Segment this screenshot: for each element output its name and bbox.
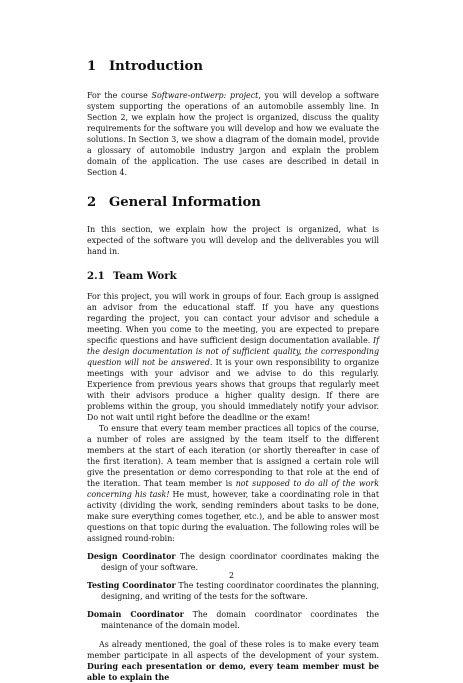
role-domain-coordinator [87, 609, 379, 631]
roles-paragraph: To ensure that every team member practices all topics of the course, a number of roles are assigned by the team itself to the different members at the start of each iteration (or shortly thereafter in case of the first iteration). A team member that is assigned a certain role will give the presentation or demo corresponding to that role at the end of the iteration. That team member is not supposed to do all of the work concerning his task! He must, however, take a coordinating role in that activity (dividing the work, sending reminders about tasks to be done, make sure everything comes together, etc.), and be able to answer most questions on that topic during the evaluation. The following roles will be assigned round-robin: [87, 424, 379, 543]
general-info-paragraph: In this section, we explain how the project is organized, what is expected of the software you will develop and the deliverables you will hand in. [87, 225, 379, 256]
emphasis-text: not supposed to do all of the work concerning his task! [87, 479, 379, 499]
section-2-heading: 2 General Information [87, 195, 261, 210]
role-name: Testing Coordinator [87, 581, 176, 590]
team-work-paragraph: For this project, you will work in groups of four. Each group is assigned an advisor from the educational staff. If you have any questions regarding the project, you can contact your advisor and schedule a meeting. When you come to the meeting, you are expected to prepare specific questions and have sufficient design documentation available. If the design documentation is not of sufficient quality, the corresponding question will not be answered. It is your own responsibility to organize meetings with your advisor and we advise to do this regularly. Experience from previous years shows that groups that regularly meet with their advisors produce a higher quality design. If there are problems within the group, you should immediately notify your advisor. Do not wait until right before the deadline or the exam! [87, 292, 379, 422]
page-number: 2 [228, 571, 235, 580]
course-name: Software-ontwerp: project [151, 91, 259, 100]
page-content [87, 58, 379, 683]
bold-statement: During each presentation or demo, every team member must be able to explain the [87, 662, 379, 682]
subsection-2-1-heading: 2.1 Team Work [87, 270, 177, 282]
emphasis-text: If the design documentation is not of sufficient quality, the corresponding question will not be answered. [87, 336, 379, 367]
intro-paragraph: For the course Software-ontwerp: project, you will develop a software system supporting the operations of an automobile assembly line. In Section 2, we explain how the project is organized, discuss the quality requirements for the software you will develop and how we evaluate the solutions. In Section 3, we show a diagram of the domain model, provide a glossary of automobile industry jargon and explain the problem domain of the application. The use cases are described in detail in Section 4. [87, 91, 379, 177]
role-name: Design Coordinator [87, 552, 176, 561]
role-design-coordinator [87, 551, 379, 573]
section-1-heading: 1 Introduction [87, 59, 203, 74]
role-description: The design coordinator coordinates making the design of your software. [101, 552, 379, 572]
role-description: The testing coordinator coordinates the planning, designing, and writing of the tests for the software. [101, 581, 379, 601]
role-name: Domain Coordinator [87, 610, 184, 619]
goal-paragraph: As already mentioned, the goal of these roles is to make every team member participate in all aspects of the development of your system. During each presentation or demo, every team member must be able to explain the [87, 640, 379, 682]
role-description: The domain coordinator coordinates the maintenance of the domain model. [101, 610, 379, 630]
